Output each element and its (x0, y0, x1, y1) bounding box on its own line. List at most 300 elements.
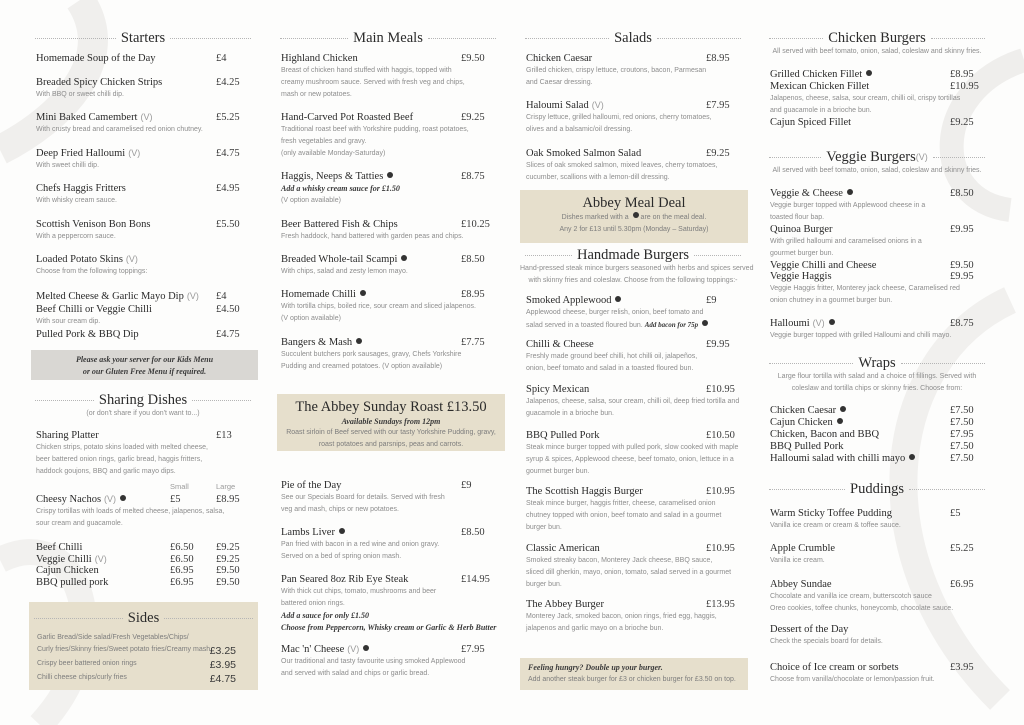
section-title-row (30, 30, 256, 46)
menu-item-header (36, 303, 251, 316)
menu-item-price: £10.95 (706, 543, 735, 554)
menu-item-description: Veggie Haggis fritter, Monterey jack cheese, Caramelised red (770, 285, 960, 292)
menu-item-name: Loaded Potato Skins (36, 254, 123, 265)
meal-deal-icon (363, 645, 369, 651)
menu-item-name: Cajun Chicken (36, 565, 99, 576)
description-text: salad served in a toasted floured bun. (526, 322, 643, 329)
menu-item-name: Cajun Chicken (770, 417, 833, 428)
divider-line (525, 38, 609, 39)
menu-item-name: The Scottish Haggis Burger (526, 486, 643, 497)
menu-item[interactable] (36, 429, 251, 478)
menu-item-name: Beer Battered Fish & Chips (281, 219, 398, 230)
menu-item-header (526, 338, 741, 351)
menu-item-price: £7.50 (950, 453, 974, 464)
section-title-row (29, 610, 258, 626)
divider-line (769, 363, 853, 364)
menu-item-header (770, 507, 985, 520)
vegetarian-label: (V) (186, 291, 199, 301)
menu-item-price: £8.75 (461, 171, 485, 182)
menu-item-header (281, 479, 496, 492)
menu-item-header (770, 80, 985, 93)
box-line: roast potatoes and parsnips, peas and carrots. (318, 441, 464, 448)
menu-item[interactable] (36, 493, 251, 530)
menu-item-name: Scottish Venison Bon Bons (36, 219, 151, 230)
menu-item-description: and guacamole in a brioche bun. (770, 107, 872, 114)
menu-item-price: £8.95 (461, 289, 485, 300)
menu-item-name: Veggie Chilli (36, 554, 92, 565)
menu-item-header (36, 218, 251, 231)
menu-item[interactable] (770, 317, 985, 342)
menu-item-description: Veggie burger topped with Applewood cheese in a (770, 202, 926, 209)
divider-line (35, 38, 116, 39)
meal-deal-icon (633, 212, 639, 218)
menu-item[interactable] (770, 661, 985, 686)
menu-item-name: Pan Seared 8oz Rib Eye Steak (281, 574, 409, 585)
menu-item[interactable] (36, 111, 251, 136)
menu-item-header (770, 452, 985, 465)
section-title: Sharing Dishes (98, 391, 188, 408)
menu-item-price: £9.25 (461, 112, 485, 123)
feature-box (277, 394, 505, 451)
price-large: £9.25 (216, 542, 240, 553)
section-title: Handmade Burgers (576, 246, 690, 263)
menu-item[interactable] (281, 218, 496, 243)
menu-item-name: Halloumi (770, 318, 810, 329)
menu-item[interactable] (281, 526, 496, 563)
menu-item-description: Pudding and creamed potatoes. (V option available) (281, 363, 443, 370)
divider-line (901, 363, 985, 364)
section-heading-main-meals (275, 30, 501, 46)
menu-item-header (526, 383, 741, 396)
menu-item-header (526, 598, 741, 611)
price-large: £9.25 (216, 554, 240, 565)
vegetarian-label: (V) (812, 318, 825, 328)
menu-item-header (526, 542, 741, 555)
feature-box (520, 190, 748, 243)
menu-item-name: Melted Cheese & Garlic Mayo Dip (36, 291, 184, 302)
section-heading-sharing-dishes (30, 392, 256, 420)
menu-item[interactable] (526, 485, 741, 534)
menu-item-price: £9.95 (950, 271, 974, 282)
menu-item[interactable] (770, 80, 985, 117)
menu-item-description: creamy mushroom sauce. Served with fresh veg and chips, (281, 79, 465, 86)
menu-item-header (770, 187, 985, 200)
meal-deal-icon (360, 290, 366, 296)
menu-item-header (770, 116, 985, 129)
menu-item-name: Chicken, Bacon and BBQ (770, 429, 880, 440)
vegetarian-label: (V) (94, 554, 107, 564)
price-small: £6.50 (170, 554, 194, 565)
menu-item-name: Quinoa Burger (770, 224, 833, 235)
menu-item[interactable] (36, 147, 251, 172)
section-subtitle: Large flour tortilla with salad and a choice of fillings. Served with (777, 373, 977, 380)
menu-item-name: Haggis, Neeps & Tatties (281, 171, 384, 182)
menu-item-price: £8.50 (461, 254, 485, 265)
meal-deal-icon (837, 418, 843, 424)
price-large: £8.95 (216, 494, 240, 505)
size-small-label: Small (170, 482, 189, 491)
side-item-text: Curly fries/Skinny fries/Sweet potato fries/Creamy mash (37, 646, 211, 653)
menu-item[interactable] (281, 170, 496, 207)
section-title: Starters (120, 29, 166, 46)
side-item[interactable] (29, 672, 258, 684)
menu-item-description: veg and mash, chips or new potatoes. (281, 506, 399, 513)
menu-item-name: Cheesy Nachos (36, 494, 102, 505)
menu-item-price: £8.95 (950, 69, 974, 80)
menu-item-name: Veggie Haggis (770, 271, 832, 282)
vegetarian-label: (V) (125, 254, 138, 264)
menu-item-description: onion, beef tomato and salad in a toasted floured bun. (526, 365, 694, 372)
menu-item-description: (V option available) (281, 197, 341, 204)
section-heading-salads (520, 30, 746, 46)
menu-item-name: Halloumi salad with chilli mayo (770, 453, 906, 464)
menu-item-description: Pan fried with bacon in a red wine and onion gravy. (281, 541, 440, 548)
menu-item-description: With sweet chilli dip. (36, 162, 100, 169)
menu-item-header (770, 661, 985, 674)
box-line: Roast sirloin of Beef served with our tasty Yorkshire Pudding, gravy, (286, 429, 496, 436)
menu-item-price: £10.95 (706, 384, 735, 395)
menu-item-price: £7.95 (706, 100, 730, 111)
menu-item-header (770, 623, 985, 636)
menu-item-name: Highland Chicken (281, 53, 358, 64)
menu-item-description (526, 319, 741, 332)
menu-item-price: £8.50 (950, 188, 974, 199)
divider-line (933, 157, 985, 158)
box-title: Abbey Meal Deal (582, 195, 686, 211)
menu-item-header (526, 147, 741, 160)
menu-item-name: Warm Sticky Toffee Pudding (770, 508, 892, 519)
menu-item-note: Add a sauce for only £1.50 (281, 611, 369, 620)
menu-item-price: £6.95 (950, 579, 974, 590)
menu-item-description: battered onion rings. (281, 600, 345, 607)
divider-line (931, 38, 985, 39)
menu-item-name: Oak Smoked Salmon Salad (526, 148, 642, 159)
menu-item-name: Homemade Chilli (281, 289, 356, 300)
menu-item-description: sour cream and guacamole. (36, 520, 123, 527)
menu-item-description: (V option available) (281, 315, 341, 322)
box-title: The Abbey Sunday Roast £13.50 (295, 399, 487, 415)
menu-item[interactable] (770, 187, 985, 224)
menu-item-price: £8.50 (461, 527, 485, 538)
menu-item[interactable] (770, 578, 985, 615)
section-title: Salads (614, 29, 652, 46)
menu-item[interactable] (36, 576, 251, 589)
menu-item-price: £7.50 (950, 417, 974, 428)
menu-item-name: Breaded Whole-tail Scampi (281, 254, 398, 265)
menu-item[interactable] (36, 328, 251, 341)
menu-item-description: and Caesar dressing. (526, 79, 593, 86)
menu-item-description: beer battered onion rings, garlic bread, haggis fritters, (36, 456, 203, 463)
section-heading-starters (30, 30, 256, 46)
menu-item-description: chutney topped with onion, beef tomato and salad in a gourmet (526, 512, 722, 519)
menu-item-price: £10.95 (950, 81, 979, 92)
section-title-row (520, 247, 746, 263)
menu-item[interactable] (281, 479, 496, 516)
menu-item[interactable] (526, 542, 741, 591)
menu-item-price: £4.75 (216, 148, 240, 159)
menu-item-description: With whisky cream sauce. (36, 197, 117, 204)
menu-item-description: Vanilla ice cream. (770, 557, 825, 564)
section-heading-veggie-burgers (764, 149, 990, 177)
menu-item[interactable] (281, 111, 496, 160)
menu-item-description: Veggie burger topped with grilled Halloumi and chilli mayo. (770, 332, 952, 339)
divider-line (170, 38, 251, 39)
menu-item-price: £9 (706, 295, 717, 306)
side-item-text: Garlic Bread/Side salad/Fresh Vegetables/Chips/ (37, 634, 189, 641)
menu-item-description: jalapenos and garlic mayo on a brioche bun. (526, 625, 664, 632)
menu-item[interactable] (526, 338, 741, 375)
menu-item-description: Jalapenos, cheese, salsa, sour cream, chilli oil, crispy tortillas (770, 95, 961, 102)
section-title-row (764, 355, 990, 371)
menu-item-description: gourmet burger bun. (526, 468, 590, 475)
menu-item-header (281, 336, 496, 349)
menu-item-name: Chefs Haggis Fritters (36, 183, 126, 194)
meal-deal-icon (909, 454, 915, 460)
menu-item[interactable] (281, 52, 496, 101)
menu-item-price: £4 (216, 53, 227, 64)
box-note: Please ask your server for our Kids Menu (75, 355, 214, 364)
menu-item-description: Oreo cookies, toffee chunks, honeycomb, chocolate sauce. (770, 605, 954, 612)
menu-item[interactable] (36, 76, 251, 101)
menu-item[interactable] (526, 429, 741, 478)
menu-item[interactable] (36, 303, 251, 328)
menu-item[interactable] (526, 294, 741, 332)
menu-item[interactable] (526, 99, 741, 136)
meal-deal-icon (702, 320, 708, 326)
price-small: £5 (170, 494, 181, 505)
menu-item-name: Deep Fried Halloumi (36, 148, 126, 159)
section-subtitle: All served with beef tomato, onion, salad, coleslaw and skinny fries. (772, 167, 982, 174)
menu-item-header (526, 99, 741, 112)
menu-item-price: £4 (216, 291, 227, 302)
menu-item-name: Smoked Applewood (526, 295, 612, 306)
section-title-row (764, 481, 990, 497)
box-note: Feeling hungry? Double up your burger. (528, 663, 663, 672)
menu-item-price: £9 (461, 480, 472, 491)
meal-deal-icon (401, 255, 407, 261)
menu-item-description: With sour cream dip. (36, 318, 101, 325)
menu-item[interactable] (770, 542, 985, 567)
menu-item-description: With grilled halloumi and caramelised onions in a (770, 238, 922, 245)
menu-item[interactable] (526, 52, 741, 89)
menu-item-description: Crispy lettuce, grilled halloumi, red onions, cherry tomatoes, (526, 114, 712, 121)
menu-item-header (36, 147, 251, 160)
meal-deal-icon (339, 528, 345, 534)
menu-item-description: Choose from vanilla/chocolate or lemon/passion fruit. (770, 676, 935, 683)
menu-item-price: £9.50 (950, 260, 974, 271)
menu-item-price: £9.50 (461, 53, 485, 64)
size-large-label: Large (216, 482, 236, 491)
menu-item[interactable] (770, 623, 985, 648)
menu-item-name: BBQ Pulled Pork (526, 430, 600, 441)
menu-item[interactable] (36, 253, 251, 278)
divider-line (34, 618, 123, 619)
menu-item-name: The Abbey Burger (526, 599, 604, 610)
menu-item-description: With tortilla chips, boiled rice, sour cream and sliced jalapenos. (281, 303, 476, 310)
meal-deal-icon (615, 296, 621, 302)
menu-item-header (281, 218, 496, 231)
menu-item-description: olives and a balsamic/oil dressing. (526, 126, 633, 133)
menu-item-header (281, 111, 496, 124)
price-small: £6.95 (170, 565, 194, 576)
menu-item-name: Hand-Carved Pot Roasted Beef (281, 112, 414, 123)
section-subtitle: All served with beef tomato, onion, salad, coleslaw and skinny fries. (772, 48, 982, 55)
section-subtitle: (or don't share if you don't want to...) (86, 410, 200, 417)
side-item-price: £4.75 (209, 673, 236, 685)
divider-line (35, 400, 94, 401)
vegetarian-label: (V) (915, 152, 928, 162)
section-subtitle: coleslaw and tortilla chips or skinny fries. Choose from: (791, 385, 963, 392)
menu-item-header (36, 111, 251, 124)
section-title: Chicken Burgers (828, 29, 926, 46)
menu-item-price: £5.50 (216, 219, 240, 230)
menu-item-description: sliced dill gherkin, mayo, onion, tomato, salad served in a gourmet (526, 569, 732, 576)
menu-item-description: Jalapenos, cheese, salsa, sour cream, chilli oil, deep fried tortilla and (526, 398, 740, 405)
menu-item[interactable] (281, 288, 496, 325)
menu-item[interactable] (36, 218, 251, 243)
menu-item[interactable] (36, 290, 251, 303)
menu-item-header (770, 578, 985, 591)
menu-item-price: £4.50 (216, 304, 240, 315)
menu-item-description: Freshly made ground beef chilli, hot chilli oil, jalapeños, (526, 353, 698, 360)
side-item[interactable] (29, 658, 258, 670)
menu-item-price: £4.95 (216, 183, 240, 194)
divider-line (192, 400, 251, 401)
menu-item-description: Traditional roast beef with Yorkshire pudding, roast potatoes, (281, 126, 469, 133)
menu-item-header (281, 52, 496, 65)
menu-item-description: Applewood cheese, burger relish, onion, beef tomato and (526, 309, 704, 316)
section-heading-handmade-burgers (520, 246, 754, 287)
menu-item-description: Slices of oak smoked salmon, mixed leaves, cherry tomatoes, (526, 162, 718, 169)
box-note: or our Gluten Free Menu if required. (82, 367, 207, 376)
menu-item-description: Grilled chicken, crispy lettuce, croutons, bacon, Parmesan (526, 67, 707, 74)
menu-item-description: mash or new potatoes. (281, 91, 352, 98)
menu-item-name: Classic American (526, 543, 600, 554)
menu-item-name: Mac 'n' Cheese (281, 644, 345, 655)
menu-item-header (36, 493, 251, 506)
vegetarian-label: (V) (347, 644, 360, 654)
meal-deal-icon (866, 70, 872, 76)
add-on-note: Add bacon for 75p (644, 321, 699, 329)
menu-item[interactable] (36, 182, 251, 207)
section-title-row (764, 149, 990, 165)
menu-item[interactable] (281, 336, 496, 373)
menu-item[interactable] (281, 253, 496, 278)
price-small: £6.95 (170, 577, 194, 588)
menu-item[interactable] (36, 52, 251, 65)
menu-item[interactable] (770, 223, 985, 260)
menu-item-price: £7.75 (461, 337, 485, 348)
menu-item-description: cucumber, scallions with a lemon-dill dressing. (526, 174, 670, 181)
menu-item-description: Steak mince burger, haggis fritter, cheese, caramelised onion (526, 500, 716, 507)
divider-line (428, 38, 496, 39)
menu-item-name: Chicken Caesar (770, 405, 837, 416)
menu-item-name: BBQ Pulled Pork (770, 441, 844, 452)
menu-item-price: £9.25 (950, 117, 974, 128)
menu-item-header (281, 288, 496, 301)
divider-line (525, 255, 572, 256)
menu-item-price: £9.25 (706, 148, 730, 159)
menu-item-price: £4.25 (216, 77, 240, 88)
menu-item-note: Choose from Peppercorn, Whisky cream or Garlic & Herb Butter (281, 623, 497, 632)
menu-item-name: Beef Chilli or Veggie Chilli (36, 304, 152, 315)
section-title-row (520, 30, 746, 46)
menu-item-description: Steak mince burger topped with pulled pork, slow cooked with maple (526, 444, 739, 451)
menu-item-name: Beef Chilli (36, 542, 83, 553)
menu-item-description: guacamole in a brioche bun. (526, 410, 614, 417)
menu-item-description: and served with salad and chips or garlic bread. (281, 670, 430, 677)
side-item-text: Crispy beer battered onion rings (37, 660, 137, 667)
menu-item-price: £3.95 (950, 662, 974, 673)
divider-line (694, 255, 741, 256)
menu-item-description: Succulent butchers pork sausages, gravy, Chefs Yorkshire (281, 351, 462, 358)
menu-item-name: Haloumi Salad (526, 100, 589, 111)
menu-item[interactable] (770, 507, 985, 532)
section-title: Main Meals (353, 29, 423, 46)
menu-item-name: Homemade Soup of the Day (36, 53, 156, 64)
menu-item-header (281, 170, 496, 183)
menu-item-description: Monterey Jack, smoked bacon, onion rings, fried egg, haggis, (526, 613, 717, 620)
side-item[interactable] (29, 632, 258, 656)
menu-item-price: £7.50 (950, 441, 974, 452)
menu-item-price: £9.95 (706, 339, 730, 350)
menu-item-name: Grilled Chicken Fillet (770, 69, 863, 80)
box-line-text: are on the meal deal. (640, 214, 707, 221)
menu-item-description: burger bun. (526, 581, 562, 588)
menu-item-description: syrup & spices, Applewood cheese, beef tomato, onion, lettuce in a (526, 456, 734, 463)
menu-item[interactable] (770, 452, 985, 465)
menu-item-name: Chilli & Cheese (526, 339, 594, 350)
menu-item[interactable] (281, 573, 496, 634)
menu-item-price: £9.95 (950, 224, 974, 235)
menu-item-price: £5 (950, 508, 961, 519)
menu-item[interactable] (281, 643, 496, 680)
menu-item-description: fresh vegetables and gravy. (281, 138, 367, 145)
menu-item[interactable] (770, 116, 985, 129)
menu-item-price: £5.25 (216, 112, 240, 123)
box-line: Add another steak burger for £3 or chicken burger for £3.50 on top. (528, 676, 736, 683)
section-title: Veggie Burgers (826, 148, 916, 165)
menu-item-name: Lambs Liver (281, 527, 335, 538)
side-item-text: Chilli cheese chips/curly fries (37, 674, 127, 681)
menu-item-price: £4.75 (216, 329, 240, 340)
menu-item-header (36, 182, 251, 195)
divider-line (769, 157, 821, 158)
info-box (31, 350, 258, 380)
menu-item-name: BBQ pulled pork (36, 577, 109, 588)
menu-item[interactable] (526, 147, 741, 184)
menu-item-name: Cajun Spiced Fillet (770, 117, 852, 128)
divider-line (280, 38, 348, 39)
section-title: Wraps (858, 354, 896, 371)
menu-item-price: £14.95 (461, 574, 490, 585)
divider-line (164, 618, 253, 619)
menu-item-description: (only available Monday-Saturday) (281, 150, 386, 157)
menu-item[interactable] (770, 270, 985, 307)
menu-item-header (281, 526, 496, 539)
menu-item[interactable] (526, 598, 741, 635)
menu-item-description: Smoked streaky bacon, Monterey Jack cheese, BBQ sauce, (526, 557, 713, 564)
menu-item-description: With a peppercorn sauce. (36, 233, 116, 240)
menu-item-price: £7.95 (461, 644, 485, 655)
menu-item-description: With thick cut chips, tomato, mushrooms and beer (281, 588, 437, 595)
info-box (520, 658, 748, 690)
menu-item-price: £10.50 (706, 430, 735, 441)
menu-item-name: Mexican Chicken Fillet (770, 81, 870, 92)
menu-item[interactable] (526, 383, 741, 420)
menu-item-name: Dessert of the Day (770, 624, 849, 635)
menu-item-price: £13.95 (706, 599, 735, 610)
